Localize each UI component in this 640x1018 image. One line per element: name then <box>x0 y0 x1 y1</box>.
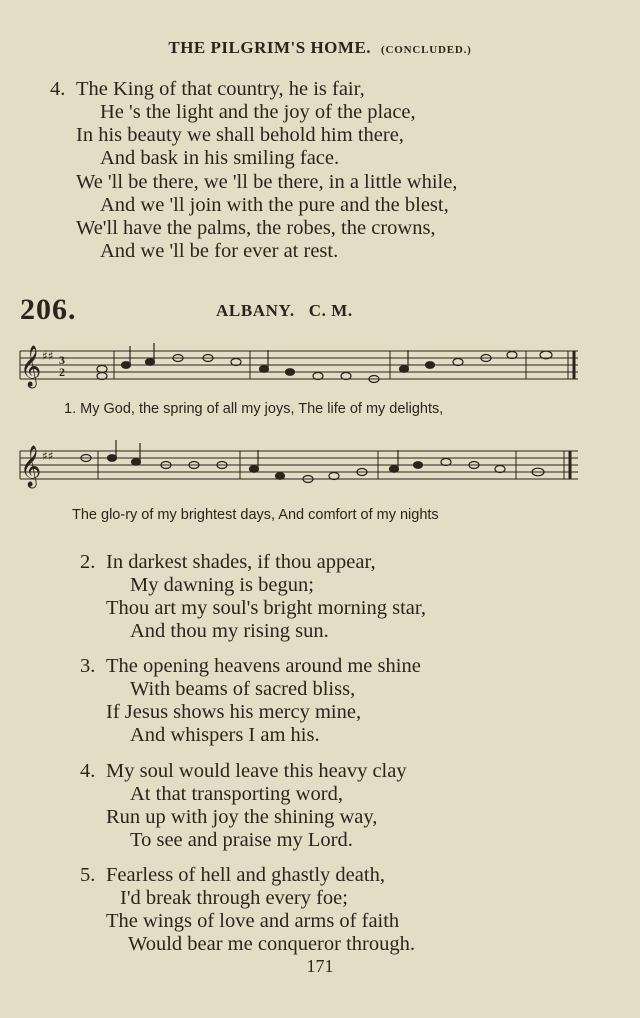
stanza-number: 2. <box>80 551 96 573</box>
notes <box>81 440 544 483</box>
stanza-line: 5. Fearless of hell and ghastly death, <box>80 864 385 886</box>
stanza-line: And whispers I am his. <box>130 724 320 746</box>
stanza-line: Run up with joy the shining way, <box>106 806 378 828</box>
stanza-line: Would bear me conqueror through. <box>128 933 415 955</box>
stanza-line: Thou art my soul's bright morning star, <box>106 597 427 619</box>
stanza-line: We 'll be there, we 'll be there, in a little while, <box>76 171 458 193</box>
stanza-line: And thou my rising sun. <box>130 620 329 642</box>
stanza-number: 4. <box>80 760 96 782</box>
stanza-line: My dawning is begun; <box>130 574 314 596</box>
stanza-line: And we 'll join with the pure and the blest, <box>100 194 449 216</box>
treble-clef-icon: 𝄞 <box>20 346 42 387</box>
stanza-number: 4. <box>50 78 66 100</box>
lyric-line-1: 1. My God, the spring of all my joys, The life of my delights, <box>64 401 444 417</box>
time-signature: 3 <box>59 353 65 367</box>
music-staff-2 <box>18 438 580 504</box>
stanza-line: The wings of love and arms of faith <box>106 910 400 932</box>
header-title: THE PILGRIM'S HOME. <box>168 38 372 57</box>
stanza-line: If Jesus shows his mercy mine, <box>106 701 362 723</box>
lyric-line-2: The glo-ry of my brightest days, And comfort of my nights <box>72 507 439 523</box>
time-signature: 2 <box>59 365 65 379</box>
stanza-line: At that transporting word, <box>130 783 343 805</box>
sharp-icon: ♯♯ <box>42 449 54 463</box>
stanza-line: And we 'll be for ever at rest. <box>100 240 339 262</box>
stanza-line: I'd break through every foe; <box>120 887 348 909</box>
stanza-line: We'll have the palms, the robes, the crowns, <box>76 217 436 239</box>
stanza-line: With beams of sacred bliss, <box>130 678 356 700</box>
tune-name: ALBANY. <box>216 301 295 320</box>
stanza-line: 4. The King of that country, he is fair, <box>50 78 365 100</box>
stanza-line: And bask in his smiling face. <box>100 147 340 169</box>
stanza-number: 5. <box>80 864 96 886</box>
stanza-line: 3. The opening heavens around me shine <box>80 655 421 677</box>
stanza-line: In his beauty we shall behold him there, <box>76 124 404 146</box>
stanza-line: To see and praise my Lord. <box>130 829 353 851</box>
music-staff-1 <box>18 338 580 398</box>
sharp-icon: ♯♯ <box>42 349 54 363</box>
treble-clef-icon: 𝄞 <box>20 446 42 487</box>
stanza-number: 3. <box>80 655 96 677</box>
stanza-line: He 's the light and the joy of the place, <box>100 101 416 123</box>
header-subtitle: (CONCLUDED.) <box>381 44 472 56</box>
stanza-line: 2. In darkest shades, if thou appear, <box>80 551 376 573</box>
running-header <box>0 38 640 58</box>
page-number: 171 <box>306 956 334 976</box>
hymn-number: 206. <box>20 293 77 326</box>
meter: C. M. <box>308 301 353 320</box>
tune-title <box>216 301 353 321</box>
stanza-line: 4. My soul would leave this heavy clay <box>80 760 407 782</box>
notes <box>97 343 552 383</box>
